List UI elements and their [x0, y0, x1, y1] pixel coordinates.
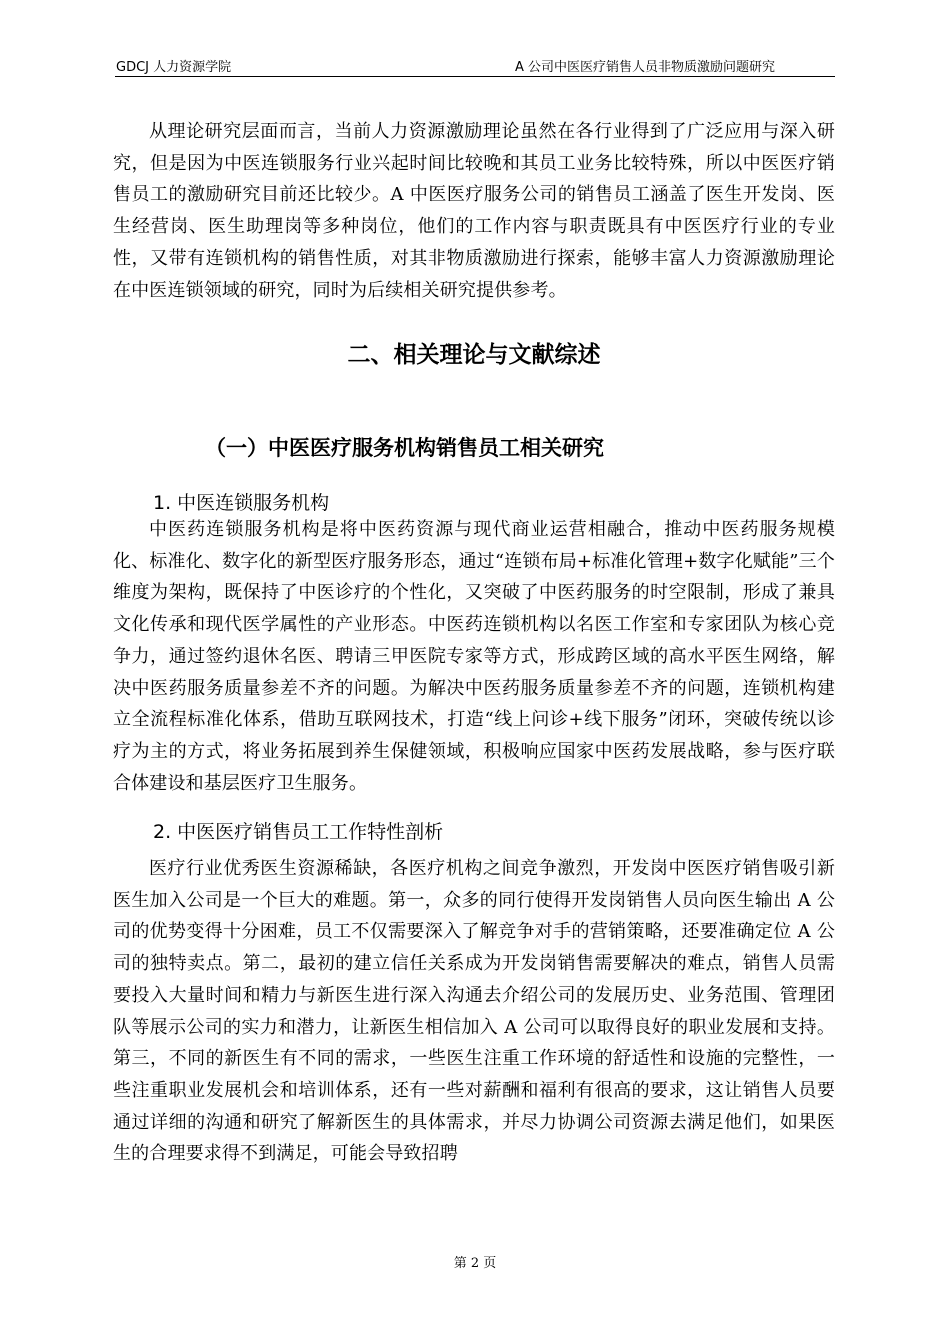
page-content: [113, 116, 835, 1165]
subsection-1-title: 1. 中医连锁服务机构: [153, 492, 330, 514]
header-title: A 公司中医医疗销售人员非物质激励问题研究: [514, 60, 775, 75]
subsection-1-body: [113, 514, 835, 799]
header-school: GDCJ 人力资源学院: [116, 60, 232, 75]
intro-paragraph: 从理论研究层面而言，当前人力资源激励理论虽然在各行业得到了广泛应用与深入研究，但是因为中医连锁服务行业兴起时间比较晚和其员工业务比较特殊，所以中医医疗销售员工的激励研究目前还比较少。A 中医医疗服务公司的销售员工涵盖了医生开发岗、医生经营岗、医生助理岗等多种岗位，他们的工作内容与职责既具有中医医疗行业的专业性，又带有连锁机构的销售性质，对其非物质激励进行探索，能够丰富人力资源激励理论在中医连锁领域的研究，同时为后续相关研究提供参考。: [113, 121, 835, 301]
chapter-title: 二、相关理论与文献综述: [347, 342, 601, 368]
section-title: （一）中医医疗服务机构销售员工相关研究: [205, 436, 604, 460]
page-number: 第 2 页: [453, 1256, 497, 1271]
subsection-2-body: [113, 853, 835, 1170]
subsection-1-paragraph: 中医药连锁服务机构是将中医药资源与现代商业运营相融合，推动中医药服务规模化、标准化、数字化的新型医疗服务形态，通过“连锁布局+标准化管理+数字化赋能”三个维度为架构，既保持了中医诊疗的个性化，又突破了中医药服务的时空限制，形成了兼具文化传承和现代医学属性的产业形态。中医药连锁机构以名医工作室和专家团队为核心竞争力，通过签约退休名医、聘请三甲医院专家等方式，形成跨区域的高水平医生网络，解决中医药服务质量参差不齐的问题。为解决中医药服务质量参差不齐的问题，连锁机构建立全流程标准化体系，借助互联网技术，打造“线上问诊+线下服务”闭环，突破传统以诊疗为主的方式，将业务拓展到养生保健领域，积极响应国家中医药发展战略，参与医疗联合体建设和基层医疗卫生服务。: [113, 519, 835, 794]
page-header: [115, 54, 835, 77]
subsection-2-paragraph: 医疗行业优秀医生资源稀缺，各医疗机构之间竞争激烈，开发岗中医医疗销售吸引新医生加入公司是一个巨大的难题。第一，众多的同行使得开发岗销售人员向医生输出 A 公司的优势变得十分困难，员工不仅需要深入了解竞争对手的营销策略，还要准确定位 A 公司的独特卖点。第二，最初的建立信任关系成为开发岗销售需要解决的难点，销售人员需要投入大量时间和精力与新医生进行深入沟通去介绍公司的发展历史、业务范围、管理团队等展示公司的实力和潜力，让新医生相信加入 A 公司可以取得良好的职业发展和支持。第三，不同的新医生有不同的需求，一些医生注重工作环境的舒适性和设施的完整性，一些注重职业发展机会和培训体系，还有一些对薪酬和福利有很高的要求，这让销售人员要通过详细的沟通和研究了解新医生的具体需求，并尽力协调公司资源去满足他们，如果医生的合理要求得不到满足，可能会导致招聘: [113, 858, 835, 1165]
subsection-2-title: 2. 中医医疗销售员工工作特性剖析: [153, 821, 444, 843]
